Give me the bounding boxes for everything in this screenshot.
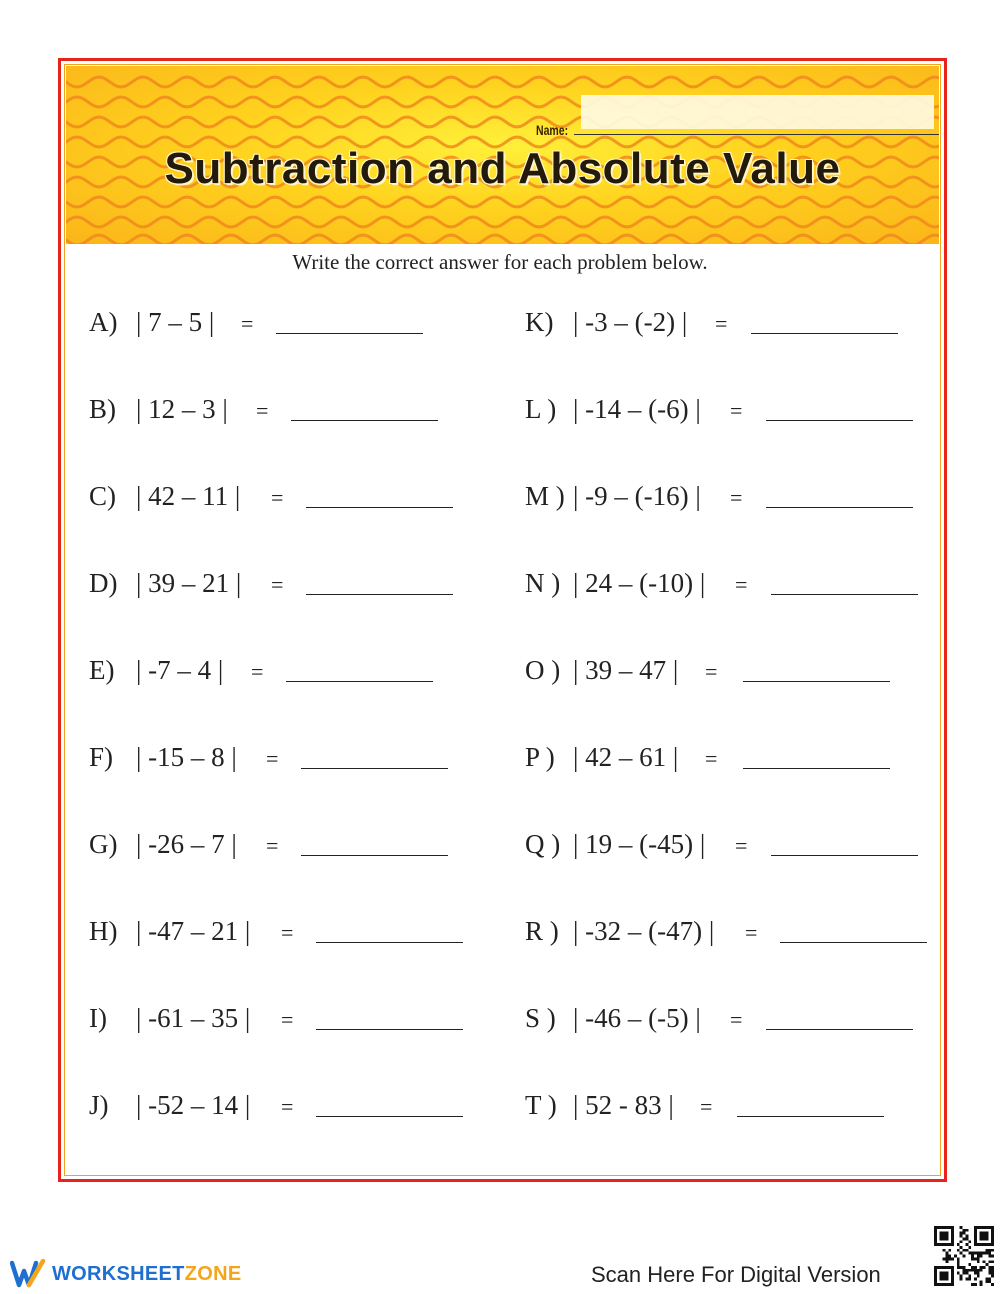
page-title: Subtraction and Absolute Value	[164, 144, 841, 193]
problem-expression: | 19 – (-45) |	[573, 829, 706, 859]
problem-letter: S )	[525, 1003, 556, 1033]
problem-expression: | 24 – (-10) |	[573, 568, 706, 598]
qr-code-icon[interactable]	[934, 1226, 994, 1286]
problem-right-4	[525, 568, 925, 608]
qr-module	[977, 1255, 980, 1258]
qr-module	[988, 1269, 991, 1272]
qr-module	[988, 1277, 991, 1280]
qr-module	[951, 1257, 954, 1260]
qr-module	[968, 1275, 971, 1278]
problem-right-7	[525, 829, 925, 869]
problem-letter: A)	[89, 307, 118, 337]
qr-module	[960, 1226, 963, 1229]
problem-letter: C)	[89, 481, 116, 511]
problem-right-8	[525, 916, 925, 956]
equals-sign: =	[735, 833, 748, 858]
answer-blank[interactable]	[766, 420, 913, 421]
qr-module	[980, 1280, 983, 1283]
problem-expression: | 12 – 3 |	[136, 394, 228, 424]
problem-expression: | -47 – 21 |	[136, 916, 251, 946]
qr-module	[971, 1269, 974, 1272]
equals-sign: =	[251, 659, 264, 684]
qr-module	[971, 1283, 974, 1286]
qr-module	[965, 1277, 968, 1280]
qr-module	[974, 1257, 977, 1260]
header-banner	[66, 66, 939, 244]
problem-left-4	[89, 568, 489, 608]
instructions-text: Write the correct answer for each problem below.	[292, 250, 708, 274]
qr-module	[965, 1272, 968, 1275]
problem-letter: O )	[525, 655, 561, 685]
answer-blank[interactable]	[771, 855, 918, 856]
qr-module	[945, 1252, 948, 1255]
answer-blank[interactable]	[306, 594, 453, 595]
qr-module	[991, 1272, 994, 1275]
problem-left-5	[89, 655, 489, 695]
equals-sign: =	[745, 920, 758, 945]
qr-module	[963, 1249, 966, 1252]
equals-sign: =	[705, 659, 718, 684]
qr-module	[943, 1249, 946, 1252]
scan-instruction: Scan Here For Digital Version	[591, 1262, 881, 1287]
qr-module	[991, 1275, 994, 1278]
qr-module	[971, 1266, 974, 1269]
equals-sign: =	[730, 398, 743, 423]
qr-module	[963, 1269, 966, 1272]
problem-left-10	[89, 1090, 489, 1130]
problem-expression: | 52 - 83 |	[573, 1090, 674, 1120]
answer-blank[interactable]	[743, 768, 890, 769]
problem-expression: | 7 – 5 |	[136, 307, 215, 337]
qr-module	[971, 1252, 974, 1255]
problem-expression: | 42 – 11 |	[136, 481, 241, 511]
answer-blank[interactable]	[301, 855, 448, 856]
qr-module	[985, 1280, 988, 1283]
qr-module	[983, 1266, 986, 1269]
problem-letter: T )	[525, 1090, 557, 1120]
problem-expression: | -14 – (-6) |	[573, 394, 701, 424]
problem-letter: J)	[89, 1090, 109, 1120]
answer-blank[interactable]	[766, 507, 913, 508]
qr-module	[960, 1240, 963, 1243]
qr-module	[960, 1235, 963, 1238]
problem-letter: B)	[89, 394, 116, 424]
qr-module	[963, 1232, 966, 1235]
problem-expression: | -7 – 4 |	[136, 655, 224, 685]
qr-module	[957, 1266, 960, 1269]
qr-module	[963, 1237, 966, 1240]
equals-sign: =	[730, 485, 743, 510]
equals-sign: =	[281, 920, 294, 945]
qr-module	[977, 1272, 980, 1275]
problem-left-8	[89, 916, 489, 956]
worksheet-zone-logo[interactable]	[10, 1258, 241, 1290]
answer-blank[interactable]	[780, 942, 927, 943]
answer-blank[interactable]	[766, 1029, 913, 1030]
answer-blank[interactable]	[316, 1029, 463, 1030]
problem-right-9	[525, 1003, 925, 1043]
qr-module	[968, 1277, 971, 1280]
qr-module	[945, 1257, 948, 1260]
problem-right-5	[525, 655, 925, 695]
equals-sign: =	[256, 398, 269, 423]
qr-module	[991, 1260, 994, 1263]
logo-word-worksheet: WORKSHEET	[52, 1262, 185, 1285]
qr-module	[960, 1246, 963, 1249]
equals-sign: =	[705, 746, 718, 771]
problem-expression: | 39 – 21 |	[136, 568, 242, 598]
qr-module	[948, 1249, 951, 1252]
qr-module	[954, 1255, 957, 1258]
equals-sign: =	[281, 1007, 294, 1032]
answer-blank[interactable]	[737, 1116, 884, 1117]
problem-left-6	[89, 742, 489, 782]
qr-module	[971, 1257, 974, 1260]
qr-module	[968, 1252, 971, 1255]
equals-sign: =	[281, 1094, 294, 1119]
qr-module	[968, 1246, 971, 1249]
problem-letter: M )	[525, 481, 565, 511]
qr-module	[985, 1252, 988, 1255]
answer-blank[interactable]	[751, 333, 898, 334]
logo-text	[52, 1263, 241, 1286]
equals-sign: =	[730, 1007, 743, 1032]
name-input-box[interactable]	[581, 95, 934, 129]
qr-module	[963, 1255, 966, 1258]
qr-module	[985, 1249, 988, 1252]
answer-blank[interactable]	[291, 420, 438, 421]
qr-module	[971, 1255, 974, 1258]
qr-module	[957, 1263, 960, 1266]
qr-module	[977, 1269, 980, 1272]
answer-blank[interactable]	[316, 942, 463, 943]
problem-right-1	[525, 307, 925, 347]
problem-letter: Q )	[525, 829, 561, 859]
qr-module	[980, 1269, 983, 1272]
wave-line	[66, 197, 939, 207]
qr-module	[985, 1263, 988, 1266]
qr-module	[980, 1252, 983, 1255]
problem-letter: K)	[525, 307, 554, 337]
qr-module	[988, 1280, 991, 1283]
qr-module	[965, 1249, 968, 1252]
wave-line	[66, 77, 939, 87]
qr-module	[963, 1229, 966, 1232]
qr-module	[980, 1266, 983, 1269]
equals-sign: =	[266, 746, 279, 771]
answer-blank[interactable]	[316, 1116, 463, 1117]
qr-module	[945, 1260, 948, 1263]
qr-module	[968, 1269, 971, 1272]
problem-left-9	[89, 1003, 489, 1043]
qr-module	[960, 1252, 963, 1255]
answer-blank[interactable]	[276, 333, 423, 334]
qr-module	[991, 1269, 994, 1272]
problem-expression: | -26 – 7 |	[136, 829, 237, 859]
qr-module	[983, 1260, 986, 1263]
qr-module	[957, 1243, 960, 1246]
equals-sign: =	[241, 311, 254, 336]
qr-module	[988, 1266, 991, 1269]
qr-module	[945, 1255, 948, 1258]
problem-letter: L )	[525, 394, 557, 424]
problem-letter: R )	[525, 916, 559, 946]
problem-letter: H)	[89, 916, 118, 946]
problem-expression: | -9 – (-16) |	[573, 481, 701, 511]
name-underline	[574, 134, 939, 135]
qr-module	[991, 1255, 994, 1258]
qr-module	[974, 1272, 977, 1275]
problem-expression: | -46 – (-5) |	[573, 1003, 701, 1033]
problem-letter: G)	[89, 829, 118, 859]
qr-module	[963, 1266, 966, 1269]
problem-expression: | -52 – 14 |	[136, 1090, 251, 1120]
problem-left-3	[89, 481, 489, 521]
problem-left-2	[89, 394, 489, 434]
equals-sign: =	[271, 572, 284, 597]
problem-right-2	[525, 394, 925, 434]
answer-blank[interactable]	[286, 681, 433, 682]
answer-blank[interactable]	[306, 507, 453, 508]
qr-module	[991, 1283, 994, 1286]
qr-module	[940, 1272, 949, 1281]
qr-module	[965, 1237, 968, 1240]
equals-sign: =	[735, 572, 748, 597]
problem-right-6	[525, 742, 925, 782]
wave-line	[66, 235, 939, 244]
worksheet-zone-logo-icon	[10, 1259, 46, 1289]
answer-blank[interactable]	[771, 594, 918, 595]
qr-module	[988, 1260, 991, 1263]
problem-letter: P )	[525, 742, 555, 772]
qr-module	[980, 1255, 983, 1258]
qr-module	[965, 1269, 968, 1272]
problem-expression: | -32 – (-47) |	[573, 916, 715, 946]
qr-module	[943, 1257, 946, 1260]
qr-module	[960, 1277, 963, 1280]
qr-module	[974, 1277, 977, 1280]
qr-module	[965, 1243, 968, 1246]
problem-expression: | 42 – 61 |	[573, 742, 679, 772]
equals-sign: =	[700, 1094, 713, 1119]
problem-letter: E)	[89, 655, 115, 685]
problem-expression: | -3 – (-2) |	[573, 307, 688, 337]
qr-module	[974, 1252, 977, 1255]
qr-module	[965, 1235, 968, 1238]
qr-module	[991, 1249, 994, 1252]
equals-sign: =	[271, 485, 284, 510]
problem-left-1	[89, 307, 489, 347]
qr-module	[965, 1229, 968, 1232]
problem-letter: D)	[89, 568, 118, 598]
qr-module	[988, 1252, 991, 1255]
qr-module	[957, 1260, 960, 1263]
qr-module	[977, 1257, 980, 1260]
qr-module	[960, 1275, 963, 1278]
answer-blank[interactable]	[743, 681, 890, 682]
problem-right-10	[525, 1090, 925, 1130]
qr-module	[985, 1277, 988, 1280]
qr-module	[957, 1257, 960, 1260]
qr-module	[977, 1260, 980, 1263]
qr-module	[960, 1266, 963, 1269]
problem-right-3	[525, 481, 925, 521]
wave-line	[66, 217, 939, 227]
logo-word-zone: ZONE	[184, 1262, 242, 1285]
equals-sign: =	[266, 833, 279, 858]
qr-module	[960, 1232, 963, 1235]
name-label: Name:	[536, 122, 569, 138]
qr-module	[963, 1272, 966, 1275]
problem-letter: F)	[89, 742, 114, 772]
qr-module	[968, 1240, 971, 1243]
qr-module	[991, 1266, 994, 1269]
qr-module	[988, 1249, 991, 1252]
problem-letter: N )	[525, 568, 561, 598]
qr-module	[977, 1252, 980, 1255]
qr-module	[974, 1269, 977, 1272]
qr-module	[948, 1257, 951, 1260]
qr-module	[977, 1275, 980, 1278]
qr-module	[940, 1232, 949, 1241]
qr-module	[957, 1272, 960, 1275]
equals-sign: =	[715, 311, 728, 336]
qr-module	[980, 1232, 989, 1241]
qr-module	[948, 1255, 951, 1258]
qr-module	[968, 1263, 971, 1266]
problem-letter: I)	[89, 1003, 107, 1033]
qr-module	[980, 1283, 983, 1286]
qr-module	[974, 1266, 977, 1269]
problem-expression: | -61 – 35 |	[136, 1003, 251, 1033]
qr-module	[988, 1272, 991, 1275]
qr-module	[957, 1249, 960, 1252]
problem-left-7	[89, 829, 489, 869]
qr-module	[988, 1255, 991, 1258]
problem-expression: | 39 – 47 |	[573, 655, 679, 685]
problem-expression: | -15 – 8 |	[136, 742, 237, 772]
answer-blank[interactable]	[301, 768, 448, 769]
qr-module	[983, 1252, 986, 1255]
qr-module	[974, 1283, 977, 1286]
